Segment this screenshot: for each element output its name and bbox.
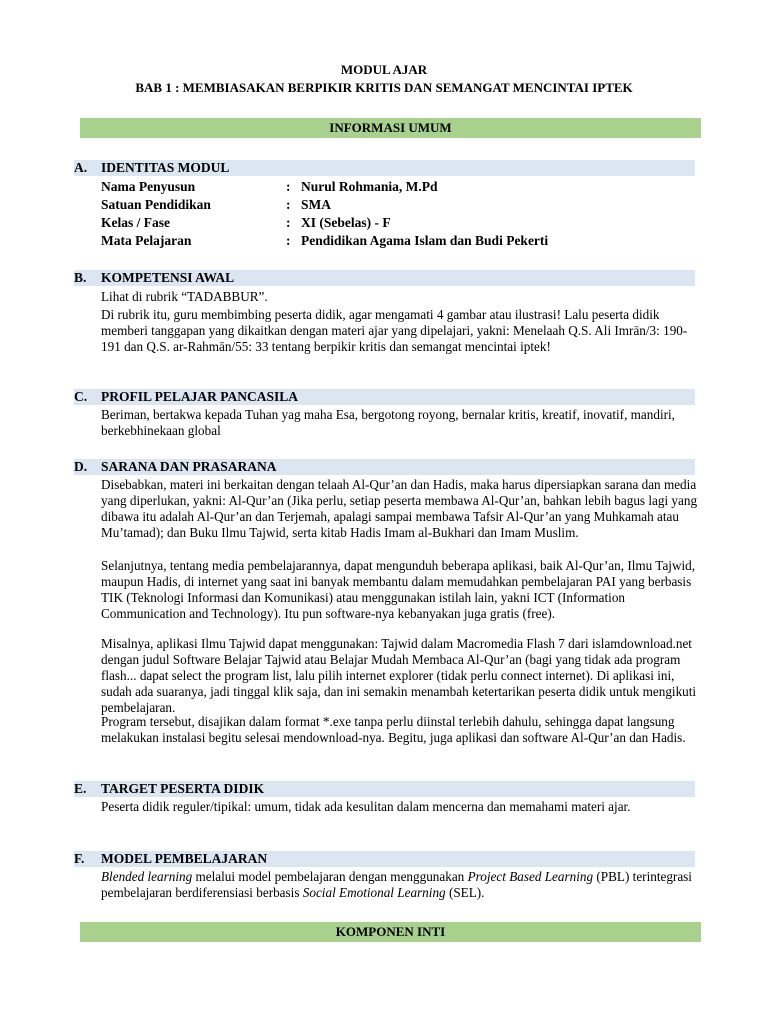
section-letter: C. bbox=[74, 389, 88, 404]
section-title: PROFIL PELAJAR PANCASILA bbox=[101, 389, 299, 404]
profil-paragraph: Beriman, bertakwa kepada Tuhan yag maha Esa, bergotong royong, bernalar kritis, kreatif, inovatif, mandiri, berkebhinekaan global bbox=[101, 407, 675, 438]
identity-value: XI (Sebelas) - F bbox=[301, 215, 391, 230]
chapter-title: BAB 1 : MEMBIASAKAN BERPIKIR KRITIS DAN SEMANGAT MENCINTAI IPTEK bbox=[135, 80, 633, 95]
sarana-paragraph-4: Program tersebut, disajikan dalam format *.exe tanpa perlu diinstal terlebih dahulu, sehingga dapat langsung melakukan instalasi begitu selesai mendownload-nya. Begitu, juga aplikasi dan software Al-Qur’an dan Hadis. bbox=[101, 714, 686, 745]
section-title: MODEL PEMBELAJARAN bbox=[101, 851, 268, 866]
section-letter: F. bbox=[74, 851, 85, 866]
identity-value: Nurul Rohmania, M.Pd bbox=[301, 179, 438, 194]
model-text: (SEL). bbox=[445, 884, 485, 900]
identity-row bbox=[101, 214, 701, 232]
section-letter: B. bbox=[74, 270, 87, 285]
section-d-header bbox=[74, 459, 695, 475]
section-b-header bbox=[74, 270, 695, 286]
section-c-header bbox=[74, 389, 695, 405]
identity-row bbox=[101, 232, 701, 250]
identity-sep: : bbox=[286, 233, 291, 248]
band-informasi-umum: INFORMASI UMUM bbox=[80, 118, 701, 138]
identity-value: Pendidikan Agama Islam dan Budi Pekerti bbox=[301, 233, 549, 248]
identity-row bbox=[101, 178, 701, 196]
section-letter: E. bbox=[74, 781, 87, 796]
section-title: SARANA DAN PRASARANA bbox=[101, 459, 277, 474]
model-term: Project Based Learning bbox=[467, 869, 594, 884]
identity-key: Mata Pelajaran bbox=[101, 233, 192, 248]
target-paragraph: Peserta didik reguler/tipikal: umum, tidak ada kesulitan dalam mencerna dan memahami materi ajar. bbox=[101, 799, 631, 814]
section-e-header bbox=[74, 781, 695, 797]
band-komponen-inti: KOMPONEN INTI bbox=[80, 922, 701, 942]
identity-sep: : bbox=[286, 215, 291, 230]
model-paragraph bbox=[101, 869, 699, 901]
section-letter: A. bbox=[74, 160, 88, 175]
section-f-header bbox=[74, 851, 695, 867]
section-title: IDENTITAS MODUL bbox=[101, 160, 230, 175]
identity-key: Kelas / Fase bbox=[101, 215, 170, 230]
model-term: Social Emotional Learning bbox=[302, 884, 446, 900]
section-letter: D. bbox=[74, 459, 88, 474]
model-text: melalui model pembelajaran dengan menggunakan bbox=[192, 869, 468, 884]
sarana-paragraph-2: Selanjutnya, tentang media pembelajarannya, dapat mengunduh beberapa aplikasi, baik Al-Qur’an, Ilmu Tajwid, maupun Hadis, di internet yang saat ini banyak membantu dalam memudahkan pembelajaran PAI yang berbasis TIK (Teknologi Informasi dan Komunikasi) atau menggunakan istilah lain, yakni ICT (Information Communication and Technology). Itu pun software-nya kebanyakan juga gratis (free). bbox=[101, 558, 696, 621]
sarana-paragraph-1: Disebabkan, materi ini berkaitan dengan telaah Al-Qur’an dan Hadis, maka harus dipersiapkan sarana dan media yang diperlukan, yakni: Al-Qur’an (Jika perlu, setiap peserta membawa Al-Qur’an, bahkan lebih bagus lagi yang dibawa itu adalah Al-Qur’an dan Terjemah, apalagi sampai membawa Tafsir Al-Qur’an yang Muhkamah atau Mu’tamad); dan Buku Ilmu Tajwid, serta kitab Hadis Imam al-Bukhari dan Imam Muslim. bbox=[101, 477, 698, 540]
kompetensi-paragraph-2: Di rubrik itu, guru membimbing peserta didik, agar mengamati 4 gambar atau ilustrasi! Lalu peserta didik memberi tanggapan yang dikaitkan dengan materi ajar yang dipelajari, yakni: Menelaah Q.S. Ali Imrān/3: 190-191 dan Q.S. ar-Rahmān/55: 33 tentang berpikir kritis dan semangat mencintai iptek! bbox=[101, 307, 688, 354]
section-title: KOMPETENSI AWAL bbox=[101, 270, 235, 285]
sarana-paragraph-3: Misalnya, aplikasi Ilmu Tajwid dapat menggunakan: Tajwid dalam Macromedia Flash 7 dari islamdownload.net dengan judul Software Belajar Tajwid atau Belajar Mudah Membaca Al-Qur’an (bagi yang tidak ada program flash... dapat select the program list, lalu pilih internet explorer (tidak perlu connect internet). Di aplikasi ini, sudah ada suaranya, jadi tinggal klik saja, dan ini semakin menambah ketertarikan peserta didik untuk mengikuti pembelajaran. bbox=[101, 636, 697, 715]
identity-row bbox=[101, 196, 701, 214]
identity-key: Satuan Pendidikan bbox=[101, 197, 211, 212]
model-term: Blended learning bbox=[101, 869, 193, 884]
model-text: (PBL) terintegrasi pembelajaran berdiferensiasi berbasis bbox=[101, 869, 692, 900]
kompetensi-paragraph-1: Lihat di rubrik “TADABBUR”. bbox=[101, 289, 268, 304]
identity-sep: : bbox=[286, 179, 291, 194]
section-a-header bbox=[74, 160, 695, 176]
identity-value: SMA bbox=[301, 197, 331, 212]
identity-key: Nama Penyusun bbox=[101, 179, 196, 194]
section-title: TARGET PESERTA DIDIK bbox=[101, 781, 265, 796]
document-title: MODUL AJAR bbox=[340, 62, 428, 77]
identity-sep: : bbox=[286, 197, 291, 212]
